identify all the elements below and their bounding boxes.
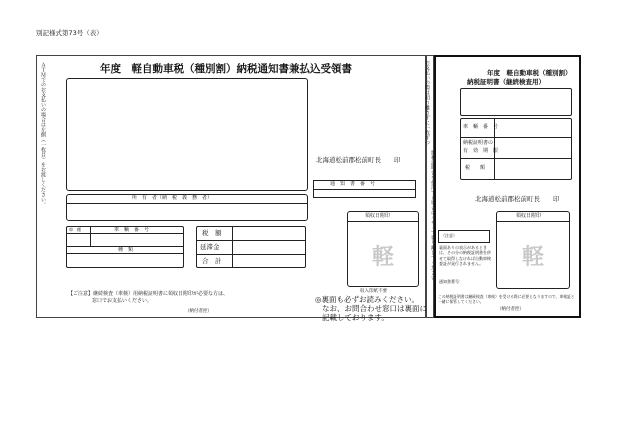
notice-no-label: 通 知 書 番 号 xyxy=(330,181,376,187)
owner-divider xyxy=(66,203,308,204)
cert-validity-label: 納税証明書の xyxy=(463,140,494,146)
type-label: 種 類 xyxy=(118,247,134,253)
cert-footnote: この納税証明書は継続検査（車検）を受ける際に必要となりますので、車検証と一緒に保管してください。 xyxy=(438,294,575,304)
back-note-1: ◎裏面も必ずお読みください。 xyxy=(315,295,420,304)
notice-no-divider xyxy=(313,189,416,190)
tax-col-divider xyxy=(232,226,233,268)
receipt-stamp-divider xyxy=(347,221,419,222)
vehicle-divider-3 xyxy=(66,253,184,254)
cert-taxpayer-copy: （納付者控） xyxy=(497,307,524,312)
receipt-required: 収入印紙不要 xyxy=(360,289,387,294)
cert-divider-2 xyxy=(460,158,572,159)
strip-text-left: お支払いの際は切り離さずに一枚ずつ xyxy=(424,60,430,145)
notice-line-2: 窓口でお支払いください。 xyxy=(92,298,153,304)
taxpayer-copy: （納付者控） xyxy=(185,309,212,314)
cert-notice-no-label: 通知書番号： xyxy=(439,279,463,284)
back-note-2: なお、お問合わせ窓口は裏面に xyxy=(322,304,427,313)
vehicle-divider xyxy=(66,233,184,234)
tax-divider-2 xyxy=(196,254,306,255)
tax-label: 税 額 xyxy=(202,229,222,237)
certificate-sub-title: 納税証明書（継続検査用） xyxy=(467,78,545,86)
notice-line-1: 【ご注意】継続検査（車検）用納税証明書に領収日附印が必要な方は、 xyxy=(68,291,229,297)
cert-attn-label: （注意） xyxy=(441,233,457,238)
certificate-year-title: 年度 軽自動車税（種別割） xyxy=(487,69,572,77)
cert-tax-label: 税 額 xyxy=(465,165,486,171)
tax-divider xyxy=(196,240,306,241)
stamp-mark: 軽 xyxy=(372,245,395,270)
cert-validity-label-2: 有 効 期 限 xyxy=(463,148,499,154)
cert-receipt-divider xyxy=(496,221,570,222)
atm-note: ＡＴＭでのお支払いの場合は左側（一枚目）をお渡しください。 xyxy=(40,62,46,207)
strip-text-right: 納税証明書を使用する場合はハサミで切り離してください。 xyxy=(430,150,436,285)
vehicle-col-divider xyxy=(90,226,91,246)
total-label: 合 計 xyxy=(202,257,222,265)
address-box xyxy=(66,78,308,191)
vehicle-type-label: 車 種 xyxy=(69,227,81,232)
certificate-address-box xyxy=(460,88,572,116)
main-title: 年度 軽自動車税（種別割）納税通知書兼払込受領書 xyxy=(100,63,352,75)
late-fee-label: 延滞金 xyxy=(200,243,220,251)
form-header-label: 別記様式第73号（表） xyxy=(36,29,103,37)
cert-receipt-stamp-label: 領収日附印 xyxy=(516,213,542,219)
cert-issuer-name: 北海道松前郡松前町長 印 xyxy=(475,195,560,203)
owner-label: 所 有 者（納 税 義 務 者） xyxy=(132,195,213,201)
cert-vehicle-no-label: 車 輌 番 号 xyxy=(463,124,499,130)
cert-divider-1 xyxy=(460,137,572,138)
cert-attn-text: 裏面ありの表示があるときは、その分の納税証明書を併せて取得しなければ自動車検査証が発行されません。 xyxy=(439,245,491,267)
issuer-name: 北海道松前郡松前町長 印 xyxy=(316,156,401,164)
back-note-3: 記載しております。 xyxy=(322,313,389,322)
vehicle-no-label: 車 輌 番 号 xyxy=(114,227,150,233)
receipt-stamp-label: 領収日附印 xyxy=(365,213,391,219)
cert-stamp-mark: 軽 xyxy=(522,245,545,270)
